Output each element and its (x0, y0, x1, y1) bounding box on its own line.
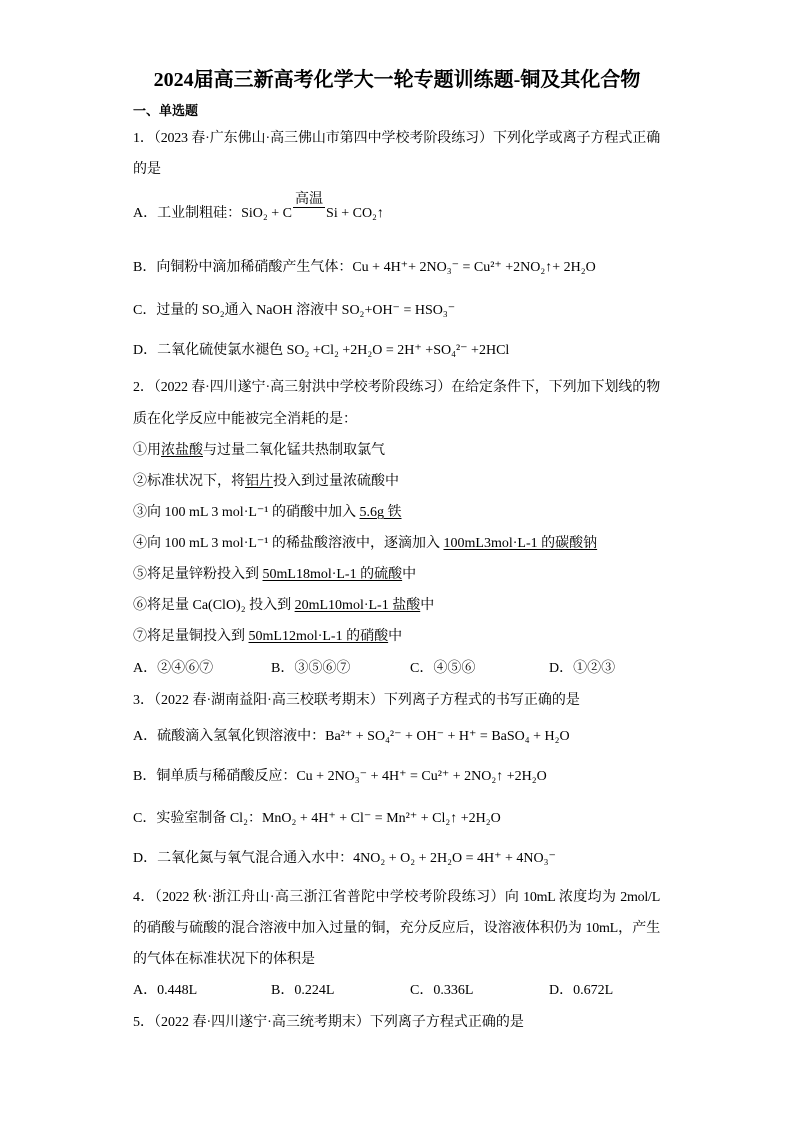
underlined-substance: 20mL10mol·L-1 盐酸 (294, 598, 421, 613)
question-3-option-a (133, 726, 660, 748)
question-2-options (133, 658, 660, 680)
question-1-option-b (133, 257, 660, 279)
option-text: 铜单质与稀硝酸反应：Cu + 2NO₃⁻ + 4H⁺ = Cu²⁺ + 2NO₂↑ +2H₂O (156, 769, 547, 784)
option-text: 0.224L (294, 983, 335, 998)
option-label: C． (133, 811, 157, 826)
option-text: ①②③ (573, 661, 616, 676)
option-label: C． (133, 303, 157, 318)
item-number: ⑥ (133, 598, 147, 613)
option-label: B． (133, 260, 157, 275)
question-4-options (133, 980, 660, 1002)
question-1-stem-line-2: 的是 (133, 162, 161, 177)
item-text: 向 100 mL 3 mol·L⁻¹ 的硝酸中加入 (147, 505, 360, 520)
option-label: D． (549, 983, 574, 998)
option-text: 0.336L (433, 983, 474, 998)
reaction-condition: 高温 (295, 192, 324, 207)
question-2-item-3 (133, 502, 660, 524)
item-text: 用 (147, 443, 161, 458)
item-text-end: 中 (402, 567, 417, 582)
question-2-option-d (549, 658, 615, 680)
option-label: D． (133, 851, 158, 866)
question-2-stem-line-2: 质在化学反应中能被完全消耗的是： (133, 412, 357, 427)
item-text-end: 中 (420, 598, 435, 613)
option-label: C． (410, 661, 434, 676)
option-text: ④⑤⑥ (433, 661, 476, 676)
item-text: 将足量 Ca(ClO)₂ 投入到 (147, 598, 295, 613)
option-label: D． (549, 661, 574, 676)
question-2-option-b (271, 658, 350, 680)
question-1-stem-line-1: 1．（2023 春·广东佛山·高三佛山市第四中学校考阶段练习）下列化学或离子方程式正确 (133, 131, 660, 146)
question-2-stem-line-1: 2．（2022 春·四川遂宁·高三射洪中学校考阶段练习）在给定条件下，下列加下划线的物 (133, 380, 660, 395)
option-label: A． (133, 729, 158, 744)
question-4-stem-line-2: 的硝酸与硫酸的混合溶液中加入过量的铜，充分反应后，设溶液体积仍为 10mL，产生 (133, 921, 660, 936)
question-5-stem: 5．（2022 春·四川遂宁·高三统考期末）下列离子方程式正确的是 (133, 1015, 524, 1030)
question-2-item-6 (133, 595, 660, 617)
item-number: ⑦ (133, 629, 147, 644)
option-label: A． (133, 661, 158, 676)
option-text-products: Si + CO₂↑ (326, 206, 384, 221)
option-text: 实验室制备 Cl₂：MnO₂ + 4H⁺ + Cl⁻ = Mn²⁺ + Cl₂↑ +2H₂O (156, 811, 501, 826)
page-title: 2024届高三新高考化学大一轮专题训练题-铜及其化合物 (153, 69, 641, 91)
item-number: ⑤ (133, 567, 147, 582)
question-2-item-1 (133, 440, 660, 462)
question-2-item-4 (133, 533, 660, 555)
question-4-option-d (549, 980, 613, 1002)
option-text: 0.672L (573, 983, 614, 998)
item-text-end: 投入到过量浓硫酸中 (273, 474, 399, 489)
question-3-option-b (133, 766, 660, 788)
option-text: 工业制粗硅：SiO₂ + C (157, 206, 293, 221)
question-4-option-c (410, 980, 473, 1002)
question-4-stem-line-3: 的气体在标准状况下的体积是 (133, 952, 315, 967)
item-text: 标准状况下，将 (147, 474, 245, 489)
option-label: C． (410, 983, 434, 998)
underlined-substance: 铝片 (245, 474, 273, 489)
underlined-substance: 浓盐酸 (161, 443, 203, 458)
option-text: 二氧化硫使氯水褪色 SO₂ +Cl₂ +2H₂O = 2H⁺ +SO₄²⁻ +2HCl (157, 343, 510, 358)
question-1-option-a (133, 192, 660, 225)
option-label: D． (133, 343, 158, 358)
question-3-stem: 3．（2022 春·湖南益阳·高三校联考期末）下列离子方程式的书写正确的是 (133, 693, 580, 708)
option-text: 向铜粉中滴加稀硝酸产生气体：Cu + 4H⁺+ 2NO₃⁻ = Cu²⁺ +2NO₂↑+ 2H₂O (156, 260, 596, 275)
underlined-substance: 5.6g 铁 (359, 505, 402, 520)
question-1-option-d (133, 340, 660, 362)
question-4-option-b (271, 980, 334, 1002)
question-3-option-d (133, 848, 660, 870)
option-label: B． (271, 983, 295, 998)
underlined-substance: 50mL12mol·L-1 的硝酸 (248, 629, 389, 644)
question-3-option-c (133, 808, 660, 830)
option-text: 硫酸滴入氢氧化钡溶液中：Ba²⁺ + SO₄²⁻ + OH⁻ + H⁺ = BaSO₄ + H₂O (157, 729, 570, 744)
question-2-item-2 (133, 471, 660, 493)
reaction-condition-bar (293, 192, 325, 208)
option-label: B． (133, 769, 157, 784)
section-heading: 一、单选题 (133, 103, 199, 118)
underlined-substance: 50mL18mol·L-1 的硫酸 (262, 567, 403, 582)
item-text: 将足量锌粉投入到 (147, 567, 263, 582)
option-text: 0.448L (157, 983, 198, 998)
question-4-stem-line-1: 4．（2022 秋·浙江舟山·高三浙江省普陀中学校考阶段练习）向 10mL 浓度均为 2mol/L (133, 890, 660, 905)
item-text-end: 与过量二氧化锰共热制取氯气 (203, 443, 385, 458)
item-text: 向 100 mL 3 mol·L⁻¹ 的稀盐酸溶液中，逐滴加入 (147, 536, 444, 551)
item-number: ① (133, 443, 147, 458)
option-text: 二氧化氮与氧气混合通入水中：4NO₂ + O₂ + 2H₂O = 4H⁺ + 4NO₃⁻ (157, 851, 556, 866)
item-number: ④ (133, 536, 147, 551)
option-label: B． (271, 661, 295, 676)
question-4-option-a (133, 980, 197, 1002)
question-2-option-a (133, 658, 213, 680)
option-label: A． (133, 983, 158, 998)
item-text: 将足量铜投入到 (147, 629, 249, 644)
item-number: ③ (133, 505, 147, 520)
question-1-option-c (133, 300, 660, 322)
question-2-item-7 (133, 626, 660, 648)
option-text: 过量的 SO₂通入 NaOH 溶液中 SO₂+OH⁻ = HSO₃⁻ (156, 303, 456, 318)
option-label: A． (133, 206, 158, 221)
question-2-option-c (410, 658, 475, 680)
underlined-substance: 100mL3mol·L-1 的碳酸钠 (443, 536, 598, 551)
item-number: ② (133, 474, 147, 489)
question-2-item-5 (133, 564, 660, 586)
option-text: ②④⑥⑦ (157, 661, 214, 676)
item-text-end: 中 (388, 629, 403, 644)
option-text: ③⑤⑥⑦ (294, 661, 351, 676)
